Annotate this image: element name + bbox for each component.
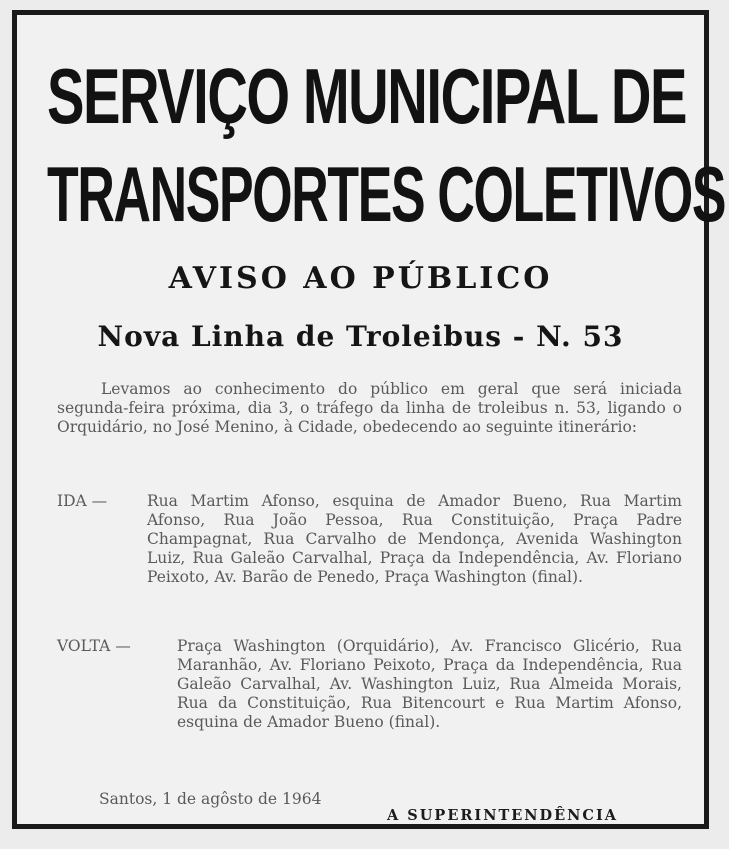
notice-content — [17, 15, 726, 824]
signature: A SUPERINTENDÊNCIA — [387, 807, 619, 824]
ida-label: IDA — — [57, 492, 108, 510]
ida-text: Rua Martim Afonso, esquina de Amador Bueno, Rua Martim Afonso, Rua João Pessoa, Rua Constituição, Praça Padre Champagnat, Rua Carvalho de Mendonça, Avenida Washington Luiz, Rua Galeão Carvalhal, Praça da Independência, Av. Floriano Peixoto, Av. Barão de Penedo, Praça Washington (final). — [147, 492, 682, 586]
volta-label: VOLTA — — [57, 637, 131, 655]
notice-heading: AVISO AO PÚBLICO — [168, 261, 553, 296]
title-line-1: SERVIÇO MUNICIPAL DE — [47, 52, 686, 140]
notice-frame — [12, 10, 726, 829]
place-date: Santos, 1 de agôsto de 1964 — [99, 790, 322, 808]
volta-text: Praça Washington (Orquidário), Av. Francisco Glicério, Rua Maranhão, Av. Floriano Peixoto, Praça da Independência, Rua Galeão Carvalhal, Av. Washington Luiz, Rua Almeida Morais, Rua da Constituição, Rua Bitencourt e Rua Martim Afonso, esquina de Amador Bueno (final). — [177, 637, 682, 731]
route-ida — [57, 492, 682, 587]
subtitle: Nova Linha de Troleibus - N. 53 — [97, 320, 624, 353]
intro-paragraph: Levamos ao conhecimento do público em geral que será iniciada segunda-feira próxima, dia 3, o tráfego da linha de troleibus n. 53, ligando o Orquidário, no José Menino, à Cidade, obedecendo ao seguinte itinerário: — [57, 380, 682, 436]
route-volta — [57, 637, 682, 732]
title-line-2: TRANSPORTES COLETIVOS — [47, 150, 726, 238]
